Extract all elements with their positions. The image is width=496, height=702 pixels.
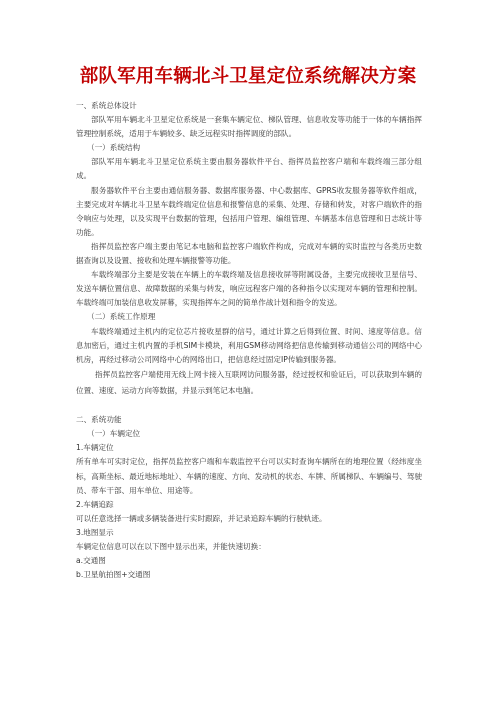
paragraph: 车辆定位信息可以在以下图中显示出来，并能快速切换： [76, 542, 266, 552]
paragraph: 部队军用车辆北斗卫星定位系统是一套集车辆定位、梯队管理、信息收发等功能于一体的车辆指挥管理控制系统，适用于车辆较多、缺乏远程实时指挥调度的部队。 [76, 115, 422, 139]
paragraph: 车载终端部分主要是安装在车辆上的车载终端及信息接收屏等附属设备，主要完成接收卫星信号、发送车辆位置信息、故障数据的采集与转发，响应远程客户端的各种指令以实现对车辆的管理和控制。车载终端可加装信息收发屏幕，实现指挥车之间的简单作战计划和指令的发送。 [76, 270, 422, 308]
section-heading: 二、系统功能 [76, 415, 122, 425]
paragraph: 指挥员监控客户端主要由笔记本电脑和监控客户端软件构成，完成对车辆的实时监控与各类历史数据查询以及设置、接收和处理车辆报警等功能。 [76, 241, 422, 266]
subsection-heading: （一）车辆定位 [87, 429, 141, 439]
list-item: a.交通图 [76, 556, 106, 566]
subsection-heading: （二）系统工作原理 [87, 312, 156, 322]
document-body [76, 99, 422, 582]
paragraph: 可以任意选择一辆或多辆装备进行实时跟踪，并记录追踪车辆的行驶轨迹。 [76, 513, 327, 523]
paragraph: 所有单车可实时定位，指挥员监控客户端和车载监控平台可以实时查询车辆所在的地理位置（经纬度坐标，高斯坐标、最近地标地址）、车辆的速度、方向、发动机的状态、车牌、所属梯队、车辆编号、驾驶员、带车干部、用车单位、用途等。 [76, 457, 422, 495]
item-heading: 1.车辆定位 [76, 443, 114, 453]
paragraph: 指挥员监控客户端使用无线上网卡接入互联网访问服务器，经过授权和验证后，可以获取到车辆的位置、速度、运动方向等数据，并显示到笔记本电脑。 [76, 369, 422, 395]
section-heading: 一、系统总体设计 [76, 101, 137, 110]
subsection-heading: （一）系统结构 [87, 143, 141, 153]
paragraph: 车载终端通过主机内的定位芯片接收星群的信号，通过计算之后得到位置、时间、速度等信息。信息加密后，通过主机内置的手机SIM卡模块，利用GSM移动网络把信息传输到移动通信公司的网络中心机房，再经过移动公司网络中心的网络出口，把信息经过固定IP传输到服务器。 [76, 326, 422, 364]
item-heading: 3.地图显示 [76, 527, 114, 537]
item-heading: 2.车辆追踪 [76, 499, 114, 509]
document-title: 部队军用车辆北斗卫星定位系统解决方案 [79, 66, 417, 87]
spacer [76, 399, 422, 413]
paragraph: 部队军用车辆北斗卫星定位系统主要由服务器软件平台、指挥员监控客户端和车载终端三部分组成。 [76, 157, 422, 181]
paragraph: 服务器软件平台主要由通信服务器、数据库服务器、中心数据库、GPRS收发服务器等软件组成，主要完成对车辆北斗卫星车载终端定位信息和报警信息的采集、处理、存储和转发，对客户端软件的指令响应与处理，以及实现平台数据的管理，包括用户管理、编组管理、车辆基本信息管理和日志统计等功能。 [76, 185, 422, 237]
list-item: b.卫星航拍图+交通图 [76, 570, 151, 580]
